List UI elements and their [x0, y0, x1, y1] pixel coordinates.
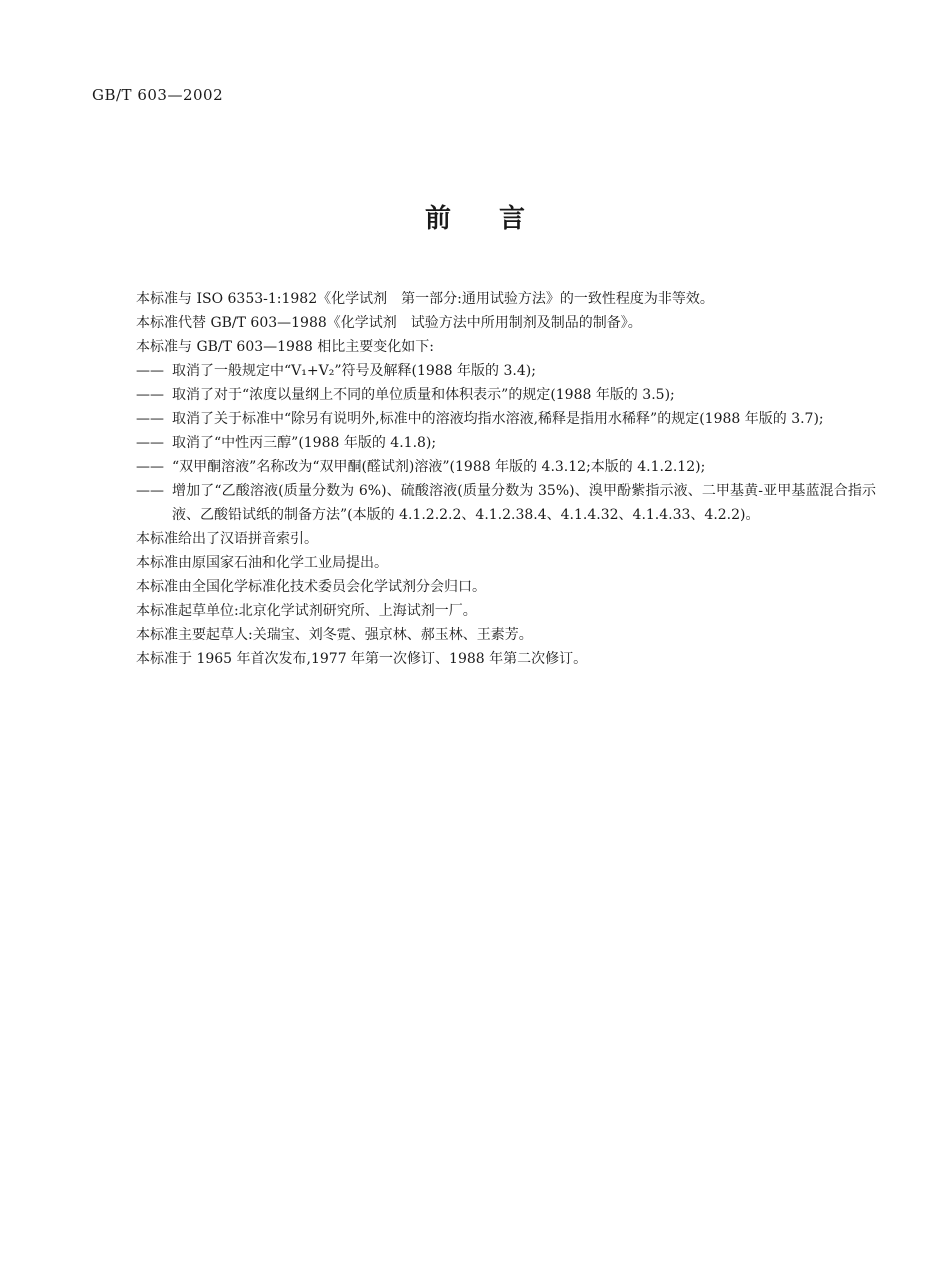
dash-mark: —— [136, 435, 164, 451]
change-text: 取消了关于标准中“除另有说明外,标准中的溶液均指水溶液,稀释是指用水稀释”的规定(1988 年版的 3.7); [172, 411, 824, 427]
paragraph-pinyin-index: 本标准给出了汉语拼音索引。 [136, 531, 318, 547]
change-item-3 [136, 407, 876, 431]
foreword-body [136, 287, 876, 671]
dash-mark: —— [136, 387, 164, 403]
change-item-1 [136, 359, 876, 383]
title-char-2: 言 [499, 204, 526, 234]
change-item-4 [136, 431, 876, 455]
paragraph-changes-intro: 本标准与 GB/T 603—1988 相比主要变化如下: [136, 339, 434, 355]
change-text: 取消了一般规定中“V₁+V₂”符号及解释(1988 年版的 3.4); [172, 363, 536, 379]
change-item-5 [136, 455, 876, 479]
change-item-2 [136, 383, 876, 407]
paragraph-drafters: 本标准主要起草人:关瑞宝、刘冬霓、强京林、郝玉林、王素芳。 [136, 627, 533, 643]
change-text: “双甲酮溶液”名称改为“双甲酮(醛试剂)溶液”(1988 年版的 4.3.12;本版的 4.1.2.12); [172, 459, 706, 475]
change-text: 增加了“乙酸溶液(质量分数为 6%)、硫酸溶液(质量分数为 35%)、溴甲酚紫指示液、二甲基黄-亚甲基蓝混合指示液、乙酸铅试纸的制备方法”(本版的 4.1.2.2.2、4.1.2.38.4、4.1.4.32、4.1.4.33、4.2.2)。 [172, 483, 876, 523]
dash-mark: —— [136, 411, 164, 427]
dash-mark: —— [136, 483, 164, 499]
paragraph-drafting-units: 本标准起草单位:北京化学试剂研究所、上海试剂一厂。 [136, 603, 477, 619]
foreword-title [0, 198, 950, 235]
change-text: 取消了对于“浓度以量纲上不同的单位质量和体积表示”的规定(1988 年版的 3.5); [172, 387, 675, 403]
change-item-6 [136, 479, 876, 527]
change-text: 取消了“中性丙三醇”(1988 年版的 4.1.8); [172, 435, 437, 451]
paragraph-committee: 本标准由全国化学标准化技术委员会化学试剂分会归口。 [136, 579, 486, 595]
paragraph-history: 本标准于 1965 年首次发布,1977 年第一次修订、1988 年第二次修订。 [136, 651, 588, 667]
title-char-1: 前 [424, 204, 451, 234]
dash-mark: —— [136, 459, 164, 475]
paragraph-proposer: 本标准由原国家石油和化学工业局提出。 [136, 555, 388, 571]
dash-mark: —— [136, 363, 164, 379]
paragraph-replaces: 本标准代替 GB/T 603—1988《化学试剂 试验方法中所用制剂及制品的制备》。 [136, 315, 642, 331]
paragraph-equivalence: 本标准与 ISO 6353-1:1982《化学试剂 第一部分:通用试验方法》的一致性程度为非等效。 [136, 291, 714, 307]
standard-code-header: GB/T 603—2002 [92, 86, 224, 104]
